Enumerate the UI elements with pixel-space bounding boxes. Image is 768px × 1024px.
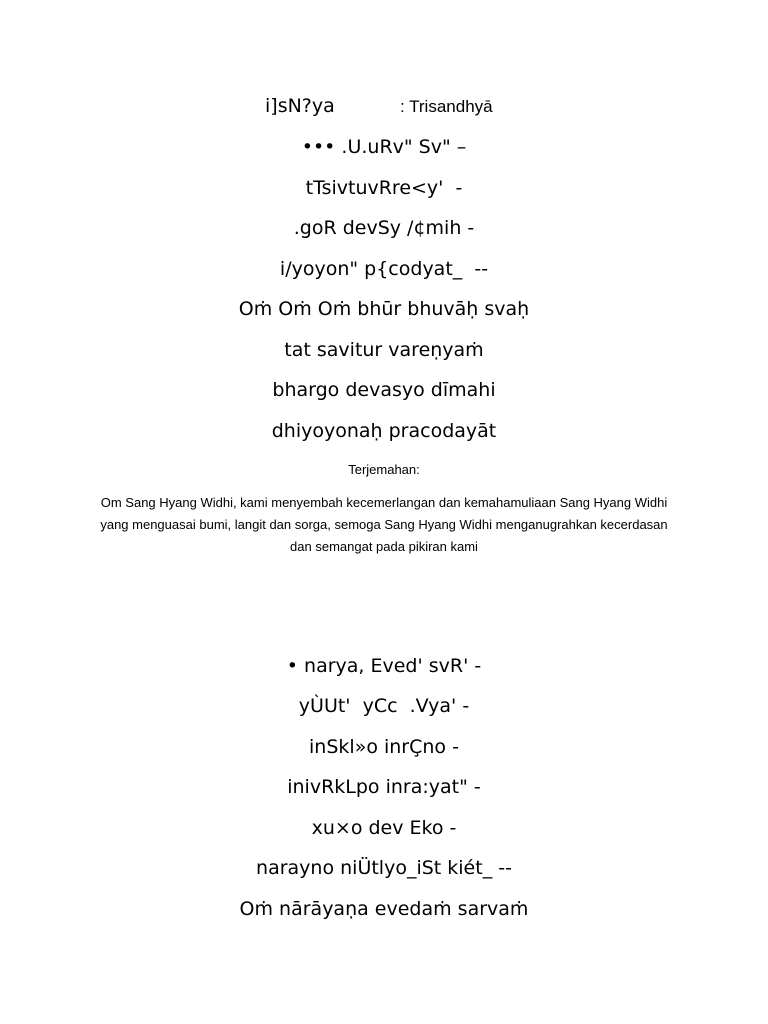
translation-label: Terjemahan: [348,462,420,477]
mantra2-script-line: yÙUt' yCc .Vya' - [298,695,470,717]
mantra1-script-line: i/yoyon" p{codyat_ -- [279,258,489,280]
mantra1-script-line: .goR devSy /¢mih - [293,217,475,239]
mantra1-script-line: tTsivtuvRre<y' - [305,177,463,199]
latin-title: : Trisandhyā [400,97,493,116]
mantra1-latin-line: Oṁ Oṁ Oṁ bhūr bhuvāḥ svaḥ [238,298,530,320]
mantra2-script-line: narayno niÜtlyo_iSt kiét_ -- [256,857,512,879]
mantra2-latin-line: Oṁ nārāyaṇa evedaṁ sarvaṁ [239,898,529,920]
mantra1-script-line: ••• .U.uRv" Sv" – [301,136,467,158]
mantra2-script-line: inSkl»o inrÇno - [309,736,459,758]
mantra1-latin-line: bhargo devasyo dīmahi [272,379,496,401]
mantra1-latin-line: dhiyoyonaḥ pracodayāt [271,420,497,442]
mantra2-script-line: • narya, Eved' svR' - [286,655,482,677]
title-line [0,94,768,118]
translation-text: Om Sang Hyang Widhi, kami menyembah kecemerlangan dan kemahamuliaan Sang Hyang Widhi yang menguasai bumi, langit dan sorga, semoga Sang Hyang Widhi menganugrahkan kecerdasan dan semangat pada pikiran kami [100,495,668,554]
script-title: i]sN?ya [265,95,335,117]
mantra2-script-line: xu×o dev Eko - [311,817,457,839]
mantra1-latin-line: tat savitur vareṇyaṁ [284,339,484,361]
mantra2-script-line: inivRkLpo inra:yat" - [287,776,481,798]
